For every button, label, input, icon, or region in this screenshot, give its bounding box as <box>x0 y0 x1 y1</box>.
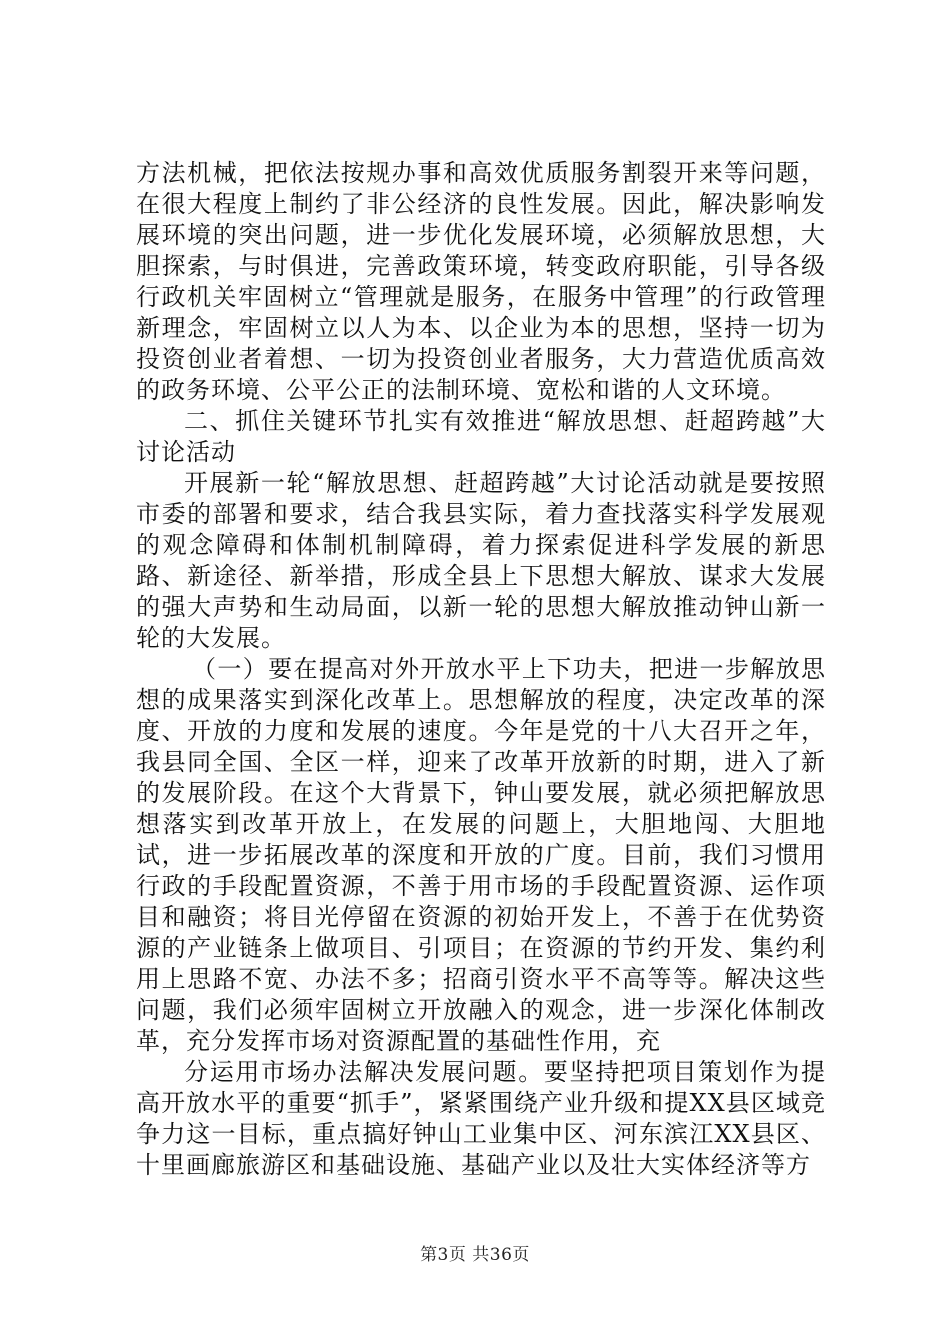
paragraph-continuation: 方法机械，把依法按规办事和高效优质服务割裂开来等问题，在很大程度上制约了非公经济的良性发展。因此，解决影响发展环境的突出问题，进一步优化发展环境，必须解放思想，大胆探索，与时俱进，完善政策环境，转变政府职能，引导各级行政机关牢固树立“管理就是服务，在服务中管理”的行政管理新理念，牢固树立以人为本、以企业为本的思想，坚持一切为投资创业者着想、一切为投资创业者服务，大力营造优质高效的政务环境、公平公正的法制环境、宽松和谐的人文环境。 <box>136 159 826 404</box>
paragraph-subsection-1: （一）要在提高对外开放水平上下功夫，把进一步解放思想的成果落实到深化改革上。思想解放的程度，决定改革的深度、开放的力度和发展的速度。今年是党的十八大召开之年，我县同全国、全区一样，迎来了改革开放新的时期，进入了新的发展阶段。在这个大背景下，钟山要发展，就必须把解放思想落实到改革开放上，在发展的问题上，大胆地闯、大胆地试，进一步拓展改革的深度和开放的广度。目前，我们习惯用行政的手段配置资源，不善于用市场的手段配置资源、运作项目和融资；将目光停留在资源的初始开发上，不善于在优势资源的产业链条上做项目、引项目；在资源的节约开发、集约利用上思路不宽、办法不多；招商引资水平不高等等。解决这些问题，我们必须牢固树立开放融入的观念，进一步深化体制改革，充分发挥市场对资源配置的基础性作用，充 <box>136 655 826 1055</box>
page-footer <box>0 1240 950 1265</box>
paragraph-subsection-1-continued: 分运用市场办法解决发展问题。要坚持把项目策划作为提高开放水平的重要“抓手”，紧紧围绕产业升级和提XX县区域竞争力这一目标，重点搞好钟山工业集中区、河东滨江XX县区、十里画廊旅游区和基础设施、基础产业以及壮大实体经济等方 <box>136 1058 826 1179</box>
section-heading: 二、抓住关键环节扎实有效推进“解放思想、赶超跨越”大讨论活动 <box>136 407 826 466</box>
paragraph-intro: 开展新一轮“解放思想、赶超跨越”大讨论活动就是要按照市委的部署和要求，结合我县实际，着力查找落实科学发展观的观念障碍和体制机制障碍，着力探索促进科学发展的新思路、新途径、新举措，形成全县上下思想大解放、谋求大发展的强大声势和生动局面，以新一轮的思想大解放推动钟山新一轮的大发展。 <box>136 469 826 652</box>
document-body <box>136 158 826 1181</box>
page-number-label: 第3页 共36页 <box>420 1245 530 1265</box>
